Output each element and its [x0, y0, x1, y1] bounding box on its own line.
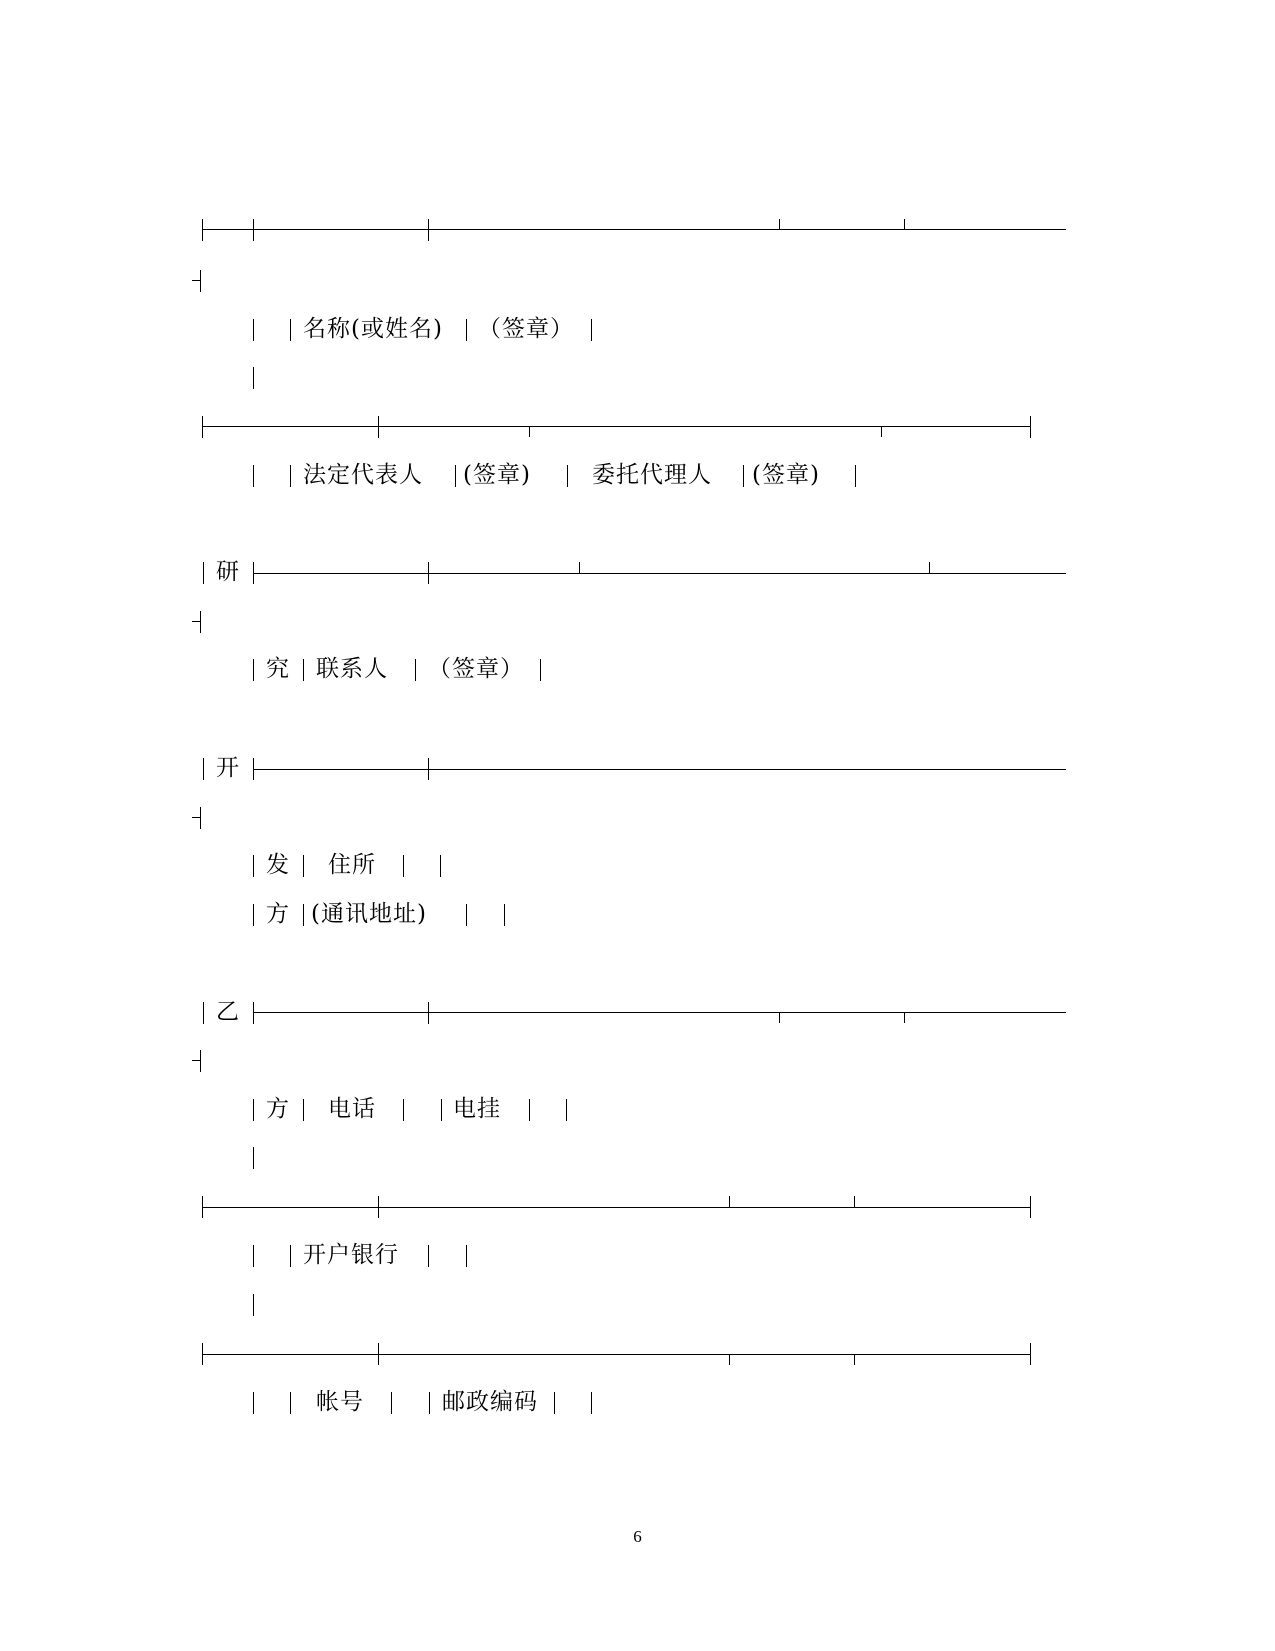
table-border: [429, 1392, 430, 1414]
table-border: [253, 1392, 254, 1414]
agent-seal-label: (签章): [752, 462, 820, 488]
table-border: [253, 659, 254, 681]
legal-rep-seal-label: (签章): [463, 462, 531, 488]
side-label-char: 方: [266, 901, 290, 927]
table-border: [455, 465, 456, 487]
name-label: 名称(或姓名): [303, 316, 443, 342]
table-border: [591, 1392, 592, 1414]
table-border: [466, 319, 467, 341]
table-border: [253, 1099, 254, 1121]
agent-label: 委托代理人: [592, 462, 712, 488]
table-rule-tick: [529, 426, 530, 437]
table-border: [567, 465, 568, 487]
table-rule-tick: [729, 1354, 730, 1365]
table-border: [303, 855, 304, 877]
table-border: [466, 1245, 467, 1267]
table-border: [253, 465, 254, 487]
table-border: [504, 904, 505, 926]
table-border: [391, 1392, 392, 1414]
name-seal-label: （签章）: [478, 316, 574, 342]
table-border: [554, 1392, 555, 1414]
table-border: [303, 1099, 304, 1121]
contact-seal-label: （签章）: [428, 656, 524, 682]
contact-label: 联系人: [316, 656, 388, 682]
table-rule-tick: [729, 1196, 730, 1207]
bank-label: 开户银行: [303, 1242, 399, 1268]
table-rule-tick: [428, 758, 429, 780]
table-border: [855, 465, 856, 487]
table-border: [466, 904, 467, 926]
table-rule-stub: [192, 621, 201, 622]
table-rule-stub: [192, 280, 201, 281]
table-rule-tick: [253, 562, 254, 584]
table-rule-stub: [192, 1060, 201, 1061]
table-border: [403, 1099, 404, 1121]
table-rule-tick: [428, 562, 429, 584]
table-rule-stub: [200, 270, 201, 292]
phone-label: 电话: [328, 1096, 376, 1122]
table-rule-tick: [854, 1196, 855, 1207]
table-rule-tick: [202, 416, 203, 438]
table-border: [203, 1002, 204, 1024]
table-border: [253, 904, 254, 926]
table-rule: [202, 426, 1030, 427]
table-rule-tick: [779, 219, 780, 230]
side-label-char: 究: [266, 656, 290, 682]
table-rule: [253, 769, 1066, 770]
table-rule-tick: [378, 1196, 379, 1218]
table-border: [253, 1245, 254, 1267]
table-border: [203, 562, 204, 584]
table-rule-tick: [779, 1012, 780, 1023]
table-border: [253, 1147, 254, 1169]
table-border: [203, 758, 204, 780]
side-label-char: 研: [216, 559, 240, 585]
postcode-label: 邮政编码: [442, 1389, 538, 1415]
table-border: [440, 855, 441, 877]
table-border: [303, 659, 304, 681]
table-rule-tick: [378, 1343, 379, 1365]
table-rule-tick: [1030, 1196, 1031, 1218]
table-border: [253, 319, 254, 341]
table-rule-stub: [200, 1050, 201, 1072]
table-rule-tick: [202, 219, 203, 241]
table-rule-tick: [428, 219, 429, 241]
table-border: [529, 1099, 530, 1121]
table-rule-stub: [200, 807, 201, 829]
table-rule-tick: [253, 219, 254, 241]
table-rule: [202, 1207, 1030, 1208]
table-rule-tick: [1030, 416, 1031, 438]
table-border: [290, 319, 291, 341]
table-rule-tick: [428, 1002, 429, 1024]
table-rule-tick: [881, 426, 882, 437]
address-sub-label: (通讯地址): [311, 901, 427, 927]
table-border: [290, 465, 291, 487]
table-rule-stub: [200, 611, 201, 633]
table-rule-tick: [854, 1354, 855, 1365]
page-number: 6: [633, 1527, 642, 1546]
telegraph-label: 电挂: [453, 1096, 501, 1122]
table-rule-tick: [579, 562, 580, 573]
table-border: [290, 1245, 291, 1267]
table-rule-tick: [202, 1343, 203, 1365]
side-label-char: 开: [216, 755, 240, 781]
table-border: [253, 855, 254, 877]
table-rule: [253, 573, 1066, 574]
table-rule-tick: [202, 1196, 203, 1218]
table-border: [566, 1099, 567, 1121]
account-label: 帐号: [316, 1389, 364, 1415]
table-border: [441, 1099, 442, 1121]
table-rule-tick: [253, 1002, 254, 1024]
table-rule: [253, 1012, 1066, 1013]
table-rule-tick: [253, 758, 254, 780]
table-border: [415, 659, 416, 681]
table-rule-tick: [1030, 1343, 1031, 1365]
table-rule-stub: [192, 817, 201, 818]
address-label: 住所: [328, 852, 376, 878]
table-rule-tick: [904, 1012, 905, 1023]
table-border: [428, 1245, 429, 1267]
table-border: [303, 904, 304, 926]
table-rule-tick: [929, 562, 930, 573]
side-label-char: 发: [266, 852, 290, 878]
table-border: [253, 1294, 254, 1316]
table-rule: [202, 229, 1066, 230]
table-border: [540, 659, 541, 681]
table-rule: [202, 1354, 1030, 1355]
table-border: [290, 1392, 291, 1414]
table-rule-tick: [378, 416, 379, 438]
legal-rep-label: 法定代表人: [303, 462, 423, 488]
table-border: [743, 465, 744, 487]
side-label-char: 乙: [216, 999, 240, 1025]
side-label-char: 方: [266, 1096, 290, 1122]
table-border: [403, 855, 404, 877]
table-border: [253, 367, 254, 389]
table-rule-tick: [904, 219, 905, 230]
table-border: [591, 319, 592, 341]
